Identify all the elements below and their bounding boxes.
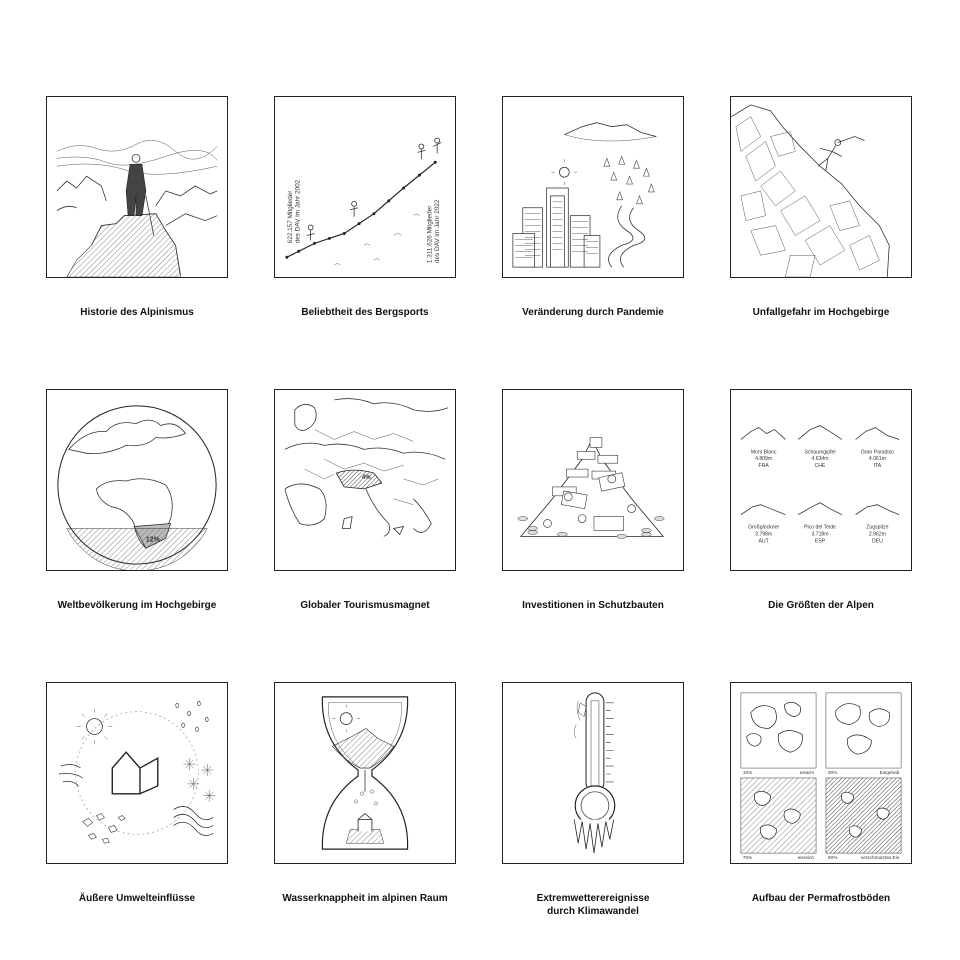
tile-beliebtheit[interactable] [274, 96, 456, 278]
city-mountain-illustration [503, 97, 683, 277]
peak-height-4: 3.798m [755, 531, 773, 538]
caption-wasserknappheit: Wasserknappheit im alpinen Raum [282, 893, 448, 904]
tile-groessten-alpen[interactable] [730, 389, 912, 571]
quad-2-right: Eisgehalt [879, 770, 900, 776]
wanderer-illustration [47, 97, 227, 277]
peaks-overview [731, 390, 911, 570]
falling-climber-illustration [731, 97, 911, 277]
caption-extremwetter [483, 892, 703, 918]
membership-chart [275, 97, 455, 277]
peak-country-5: ESP [814, 538, 826, 545]
thermometer-illustration [503, 683, 683, 863]
peak-height-3: 4.061m [868, 456, 886, 463]
caption-unfallgefahr: Unfallgefahr im Hochgebirge [752, 307, 890, 318]
caption-groessten-alpen: Die Größten der Alpen [768, 600, 874, 611]
caption-permafrost: Aufbau der Permafrostböden [751, 893, 891, 904]
peak-name-1: Mont Blanc [750, 449, 777, 456]
peak-height-5: 3.718m [811, 531, 829, 538]
caption-beliebtheit: Beliebtheit des Bergsports [301, 307, 429, 318]
peak-height-1: 4.809m [755, 456, 773, 463]
label-2002-sub: des DAV im Jahr 2002 [294, 179, 302, 244]
quad-1-right: eisarm [799, 770, 815, 776]
tile-unfallgefahr[interactable] [730, 96, 912, 278]
tile-weltbevoelkerung[interactable] [46, 389, 228, 571]
peak-height-2: 4.634m [811, 456, 829, 463]
globe-illustration [47, 390, 227, 570]
permafrost-quadrants [731, 683, 911, 863]
tile-pandemie[interactable] [502, 96, 684, 278]
peak-country-1: FRA [758, 463, 769, 470]
money-pile-illustration [503, 390, 683, 570]
quad-1-left: 10% [742, 770, 753, 776]
peak-country-3: ITA [873, 463, 882, 470]
peak-name-5: Pico del Teide [804, 524, 836, 531]
peak-name-4: Großglockner [748, 524, 780, 531]
label-2002: 622.157 Mitglieder [286, 190, 294, 244]
peak-height-6: 2.962m [868, 531, 886, 538]
quad-4-left: 90% [827, 856, 838, 862]
tile-permafrost[interactable] [730, 682, 912, 864]
peak-country-6: DEU [871, 538, 883, 545]
tile-historie[interactable] [46, 96, 228, 278]
caption-umwelteinfluesse: Äußere Umwelteinflüsse [78, 893, 196, 904]
peak-country-2: CHE [814, 463, 826, 470]
label-2022-sub: des DAV im Jahr 2022 [434, 199, 442, 264]
caption-pandemie: Veränderung durch Pandemie [522, 307, 664, 318]
quad-2-left: 30% [827, 770, 838, 776]
peak-country-4: AUT [758, 538, 769, 545]
caption-weltbevoelkerung: Weltbevölkerung im Hochgebirge [57, 600, 217, 611]
caption-schutzbauten: Investitionen in Schutzbauten [522, 600, 664, 611]
peak-name-3: Gran Paradiso [860, 449, 894, 456]
tile-tourismusmagnet[interactable] [274, 389, 456, 571]
environment-cycle-illustration [47, 683, 227, 863]
tile-umwelteinfluesse[interactable] [46, 682, 228, 864]
peak-name-6: Zugspitze [866, 524, 889, 531]
quad-3-right: eisreich [797, 856, 815, 862]
caption-extremwetter-line2: durch Klimawandel [547, 906, 639, 917]
label-2022: 1.311.626 Mitglieder [426, 205, 434, 264]
quad-4-right: verschmutztes Eis [860, 856, 900, 862]
caption-historie: Historie des Alpinismus [80, 307, 194, 318]
hourglass-illustration [275, 683, 455, 863]
percent-4: 4% [362, 475, 371, 482]
caption-tourismusmagnet: Globaler Tourismusmagnet [300, 600, 430, 611]
peak-name-2: Schaumgipfel [804, 449, 836, 456]
tile-schutzbauten[interactable] [502, 389, 684, 571]
percent-12: 12% [145, 536, 160, 544]
caption-extremwetter-line1: Extremwetterereignisse [536, 893, 650, 904]
tile-extremwetter[interactable] [502, 682, 684, 864]
tile-wasserknappheit[interactable] [274, 682, 456, 864]
quad-3-left: 70% [742, 856, 753, 862]
europe-map [275, 390, 455, 570]
